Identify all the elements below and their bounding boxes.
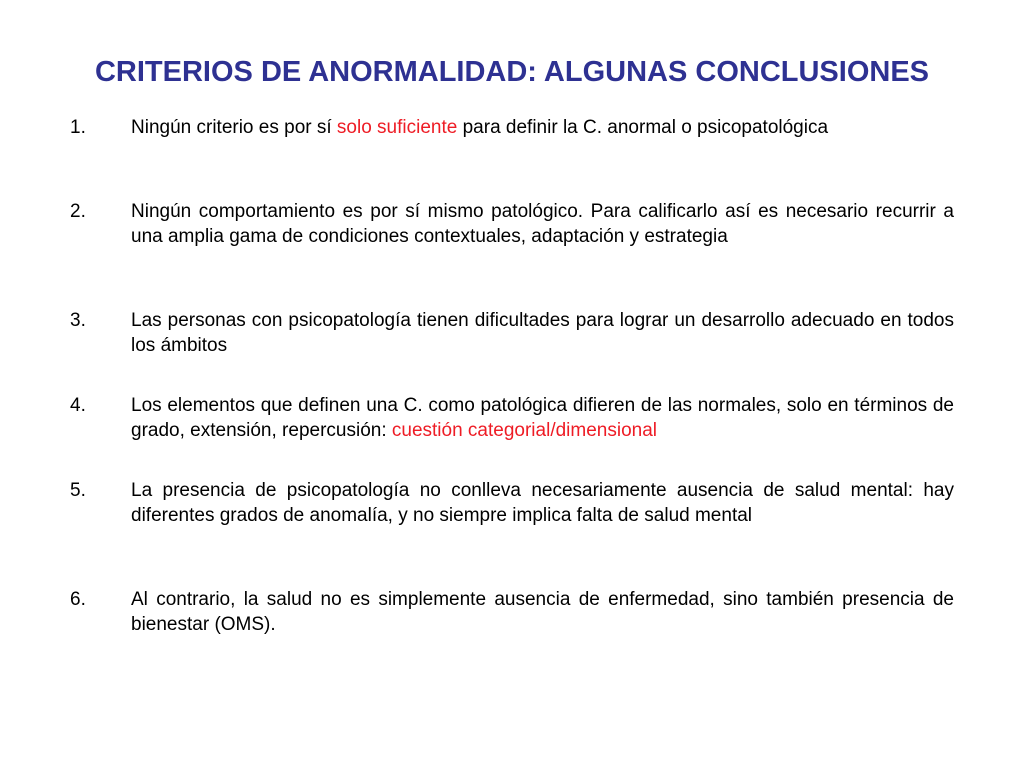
item-text (131, 115, 954, 140)
item-text (131, 393, 954, 443)
list-item-6 (70, 587, 954, 637)
item-text-before: Ningún criterio es por sí (131, 117, 337, 138)
item-text: Las personas con psicopatología tienen dificultades para lograr un desarrollo adecuado en todos los ámbitos (131, 310, 954, 356)
item-number: 3. (70, 310, 86, 331)
item-number: 2. (70, 201, 86, 222)
item-text-highlight: cuestión categorial/dimensional (391, 420, 657, 441)
item-text-before: Los elementos que definen una C. como patológica difieren de las normales, solo en términos de grado, extensión, repercusión: (131, 395, 954, 441)
list-item-3 (70, 308, 954, 358)
list-item-2 (70, 199, 954, 249)
list-item-5 (70, 478, 954, 528)
item-text: Ningún comportamiento es por sí mismo patológico. Para calificarlo así es necesario recurrir a una amplia gama de condiciones contextuales, adaptación y estrategia (131, 201, 954, 247)
item-number: 4. (70, 395, 86, 416)
item-text: La presencia de psicopatología no conlleva necesariamente ausencia de salud mental: hay diferentes grados de anomalía, y no siempre implica falta de salud mental (131, 480, 954, 526)
list-item-4 (70, 393, 954, 443)
slide-title: CRITERIOS DE ANORMALIDAD: ALGUNAS CONCLUSIONES (94, 56, 930, 88)
item-number: 6. (70, 589, 86, 610)
item-text-after: para definir la C. anormal o psicopatológica (457, 117, 829, 138)
item-text-highlight: solo suficiente (336, 117, 458, 138)
item-number: 5. (70, 480, 86, 501)
list-item-1 (70, 115, 954, 140)
item-number: 1. (70, 117, 86, 138)
item-text: Al contrario, la salud no es simplemente ausencia de enfermedad, sino también presencia de bienestar (OMS). (131, 589, 954, 635)
